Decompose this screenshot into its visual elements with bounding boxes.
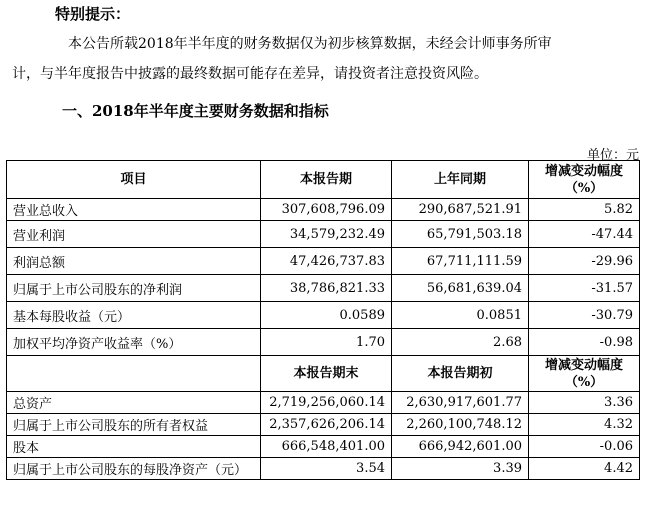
header-change-line-1: 增减变动幅度 [544,163,623,179]
row-change-value: 4.42 [529,458,640,480]
table-row [7,329,640,356]
row-change-value: 4.32 [529,414,640,436]
table-subheader-row [7,356,640,392]
row-change-value: -47.44 [529,221,640,248]
unit-label: 单位：元 [586,148,639,163]
row-label: 营业利润 [7,221,261,248]
row-change-value: 5.82 [529,199,640,221]
table-row [7,392,640,414]
section-title: 一、2018年半年度主要财务数据和指标 [62,102,329,120]
header-item: 项目 [7,161,261,199]
row-prior-value: 67,711,111.59 [392,248,529,275]
row-prior-value: 2,260,100,748.12 [392,414,529,436]
header-change [529,161,640,199]
row-prior-value: 3.39 [392,458,529,480]
row-prior-value: 290,687,521.91 [392,199,529,221]
row-current-value: 666,548,401.00 [261,436,392,458]
table-row [7,248,640,275]
subheader-period-end: 本报告期末 [261,356,392,392]
subheader-change [529,356,640,392]
subheader-item [7,356,261,392]
row-current-value: 2,719,256,060.14 [261,392,392,414]
row-label: 总资产 [7,392,261,414]
notice-paragraph-line-2: 计，与半年度报告中披露的最终数据可能存在差异，请投资者注意投资风险。 [12,66,488,82]
row-prior-value: 666,942,601.00 [392,436,529,458]
row-label: 营业总收入 [7,199,261,221]
row-label: 股本 [7,436,261,458]
header-change-line-2: （%） [564,180,604,196]
row-label: 归属于上市公司股东的净利润 [7,275,261,302]
row-current-value: 2,357,626,206.14 [261,414,392,436]
table-row [7,302,640,329]
row-label: 基本每股收益（元） [7,302,261,329]
table-row [7,436,640,458]
row-current-value: 3.54 [261,458,392,480]
notice-paragraph-line-1: 本公告所载2018年半年度的财务数据仅为初步核算数据，未经会计师事务所审 [68,36,552,52]
row-change-value: -0.06 [529,436,640,458]
row-current-value: 1.70 [261,329,392,356]
row-label: 加权平均净资产收益率（%） [7,329,261,356]
row-current-value: 0.0589 [261,302,392,329]
table-row [7,414,640,436]
row-label: 归属于上市公司股东的每股净资产（元） [7,458,261,480]
row-current-value: 38,786,821.33 [261,275,392,302]
header-prior-period: 上年同期 [392,161,529,199]
subheader-change-line-1: 增减变动幅度 [544,357,623,373]
row-current-value: 307,608,796.09 [261,199,392,221]
row-change-value: -29.96 [529,248,640,275]
row-change-value: -30.79 [529,302,640,329]
row-prior-value: 2.68 [392,329,529,356]
header-current-period: 本报告期 [261,161,392,199]
row-change-value: -31.57 [529,275,640,302]
row-label: 利润总额 [7,248,261,275]
row-prior-value: 56,681,639.04 [392,275,529,302]
row-prior-value: 65,791,503.18 [392,221,529,248]
row-prior-value: 2,630,917,601.77 [392,392,529,414]
special-notice-title: 特别提示： [55,5,131,23]
row-current-value: 34,579,232.49 [261,221,392,248]
table-row [7,458,640,480]
table-row [7,275,640,302]
row-change-value: -0.98 [529,329,640,356]
row-label: 归属于上市公司股东的所有者权益 [7,414,261,436]
row-change-value: 3.36 [529,392,640,414]
subheader-change-line-2: （%） [564,374,604,390]
table-row [7,199,640,221]
table-row [7,221,640,248]
subheader-period-start: 本报告期初 [392,356,529,392]
row-prior-value: 0.0851 [392,302,529,329]
row-current-value: 47,426,737.83 [261,248,392,275]
financial-data-table [6,160,640,480]
table-header-row [7,161,640,199]
